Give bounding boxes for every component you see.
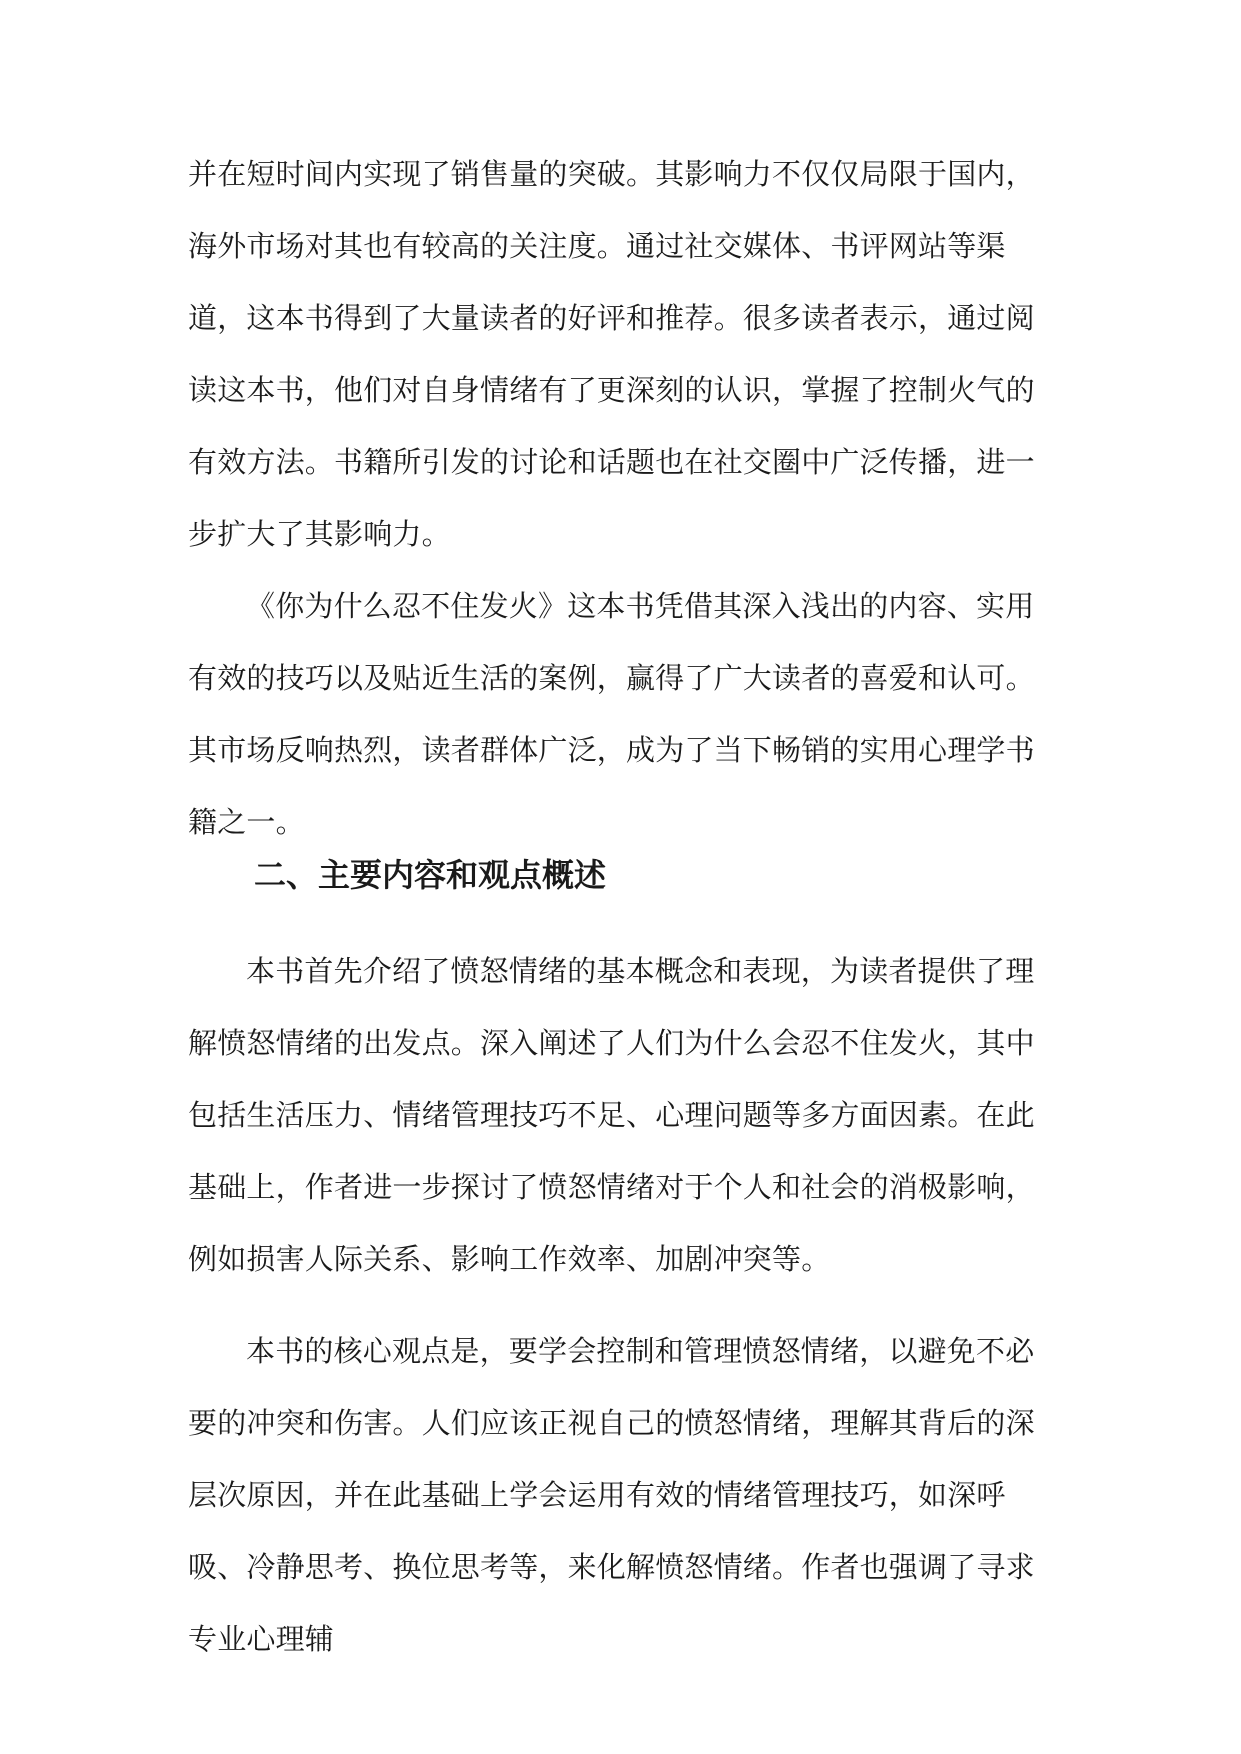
paragraph-market-impact: [188, 138, 1058, 570]
paragraph-reader-reception: [188, 570, 1058, 858]
paragraph-text: 并在短时间内实现了销售量的突破。其影响力不仅仅局限于国内，海外市场对其也有较高的关注度。通过社交媒体、书评网站等渠道，这本书得到了大量读者的好评和推荐。很多读者表示，通过阅读这本书，他们对自身情绪有了更深刻的认识，掌握了控制火气的有效方法。书籍所引发的讨论和话题也在社交圈中广泛传播，进一步扩大了其影响力。: [188, 157, 1035, 551]
paragraph-content-overview: [188, 935, 1058, 1295]
section-heading: 二、主要内容和观点概述: [254, 856, 607, 894]
paragraph-text: 本书的核心观点是，要学会控制和管理愤怒情绪，以避免不必要的冲突和伤害。人们应该正视自己的愤怒情绪，理解其背后的深层次原因，并在此基础上学会运用有效的情绪管理技巧，如深呼吸、冷静思考、换位思考等，来化解愤怒情绪。作者也强调了寻求专业心理辅: [188, 1334, 1035, 1656]
paragraph-text: 《你为什么忍不住发火》这本书凭借其深入浅出的内容、实用有效的技巧以及贴近生活的案例，赢得了广大读者的喜爱和认可。其市场反响热烈，读者群体广泛，成为了当下畅销的实用心理学书籍之一。: [188, 589, 1035, 839]
paragraph-core-viewpoint: [188, 1315, 1058, 1675]
paragraph-text: 本书首先介绍了愤怒情绪的基本概念和表现，为读者提供了理解愤怒情绪的出发点。深入阐述了人们为什么会忍不住发火，其中包括生活压力、情绪管理技巧不足、心理问题等多方面因素。在此基础上，作者进一步探讨了愤怒情绪对于个人和社会的消极影响，例如损害人际关系、影响工作效率、加剧冲突等。: [188, 954, 1035, 1276]
